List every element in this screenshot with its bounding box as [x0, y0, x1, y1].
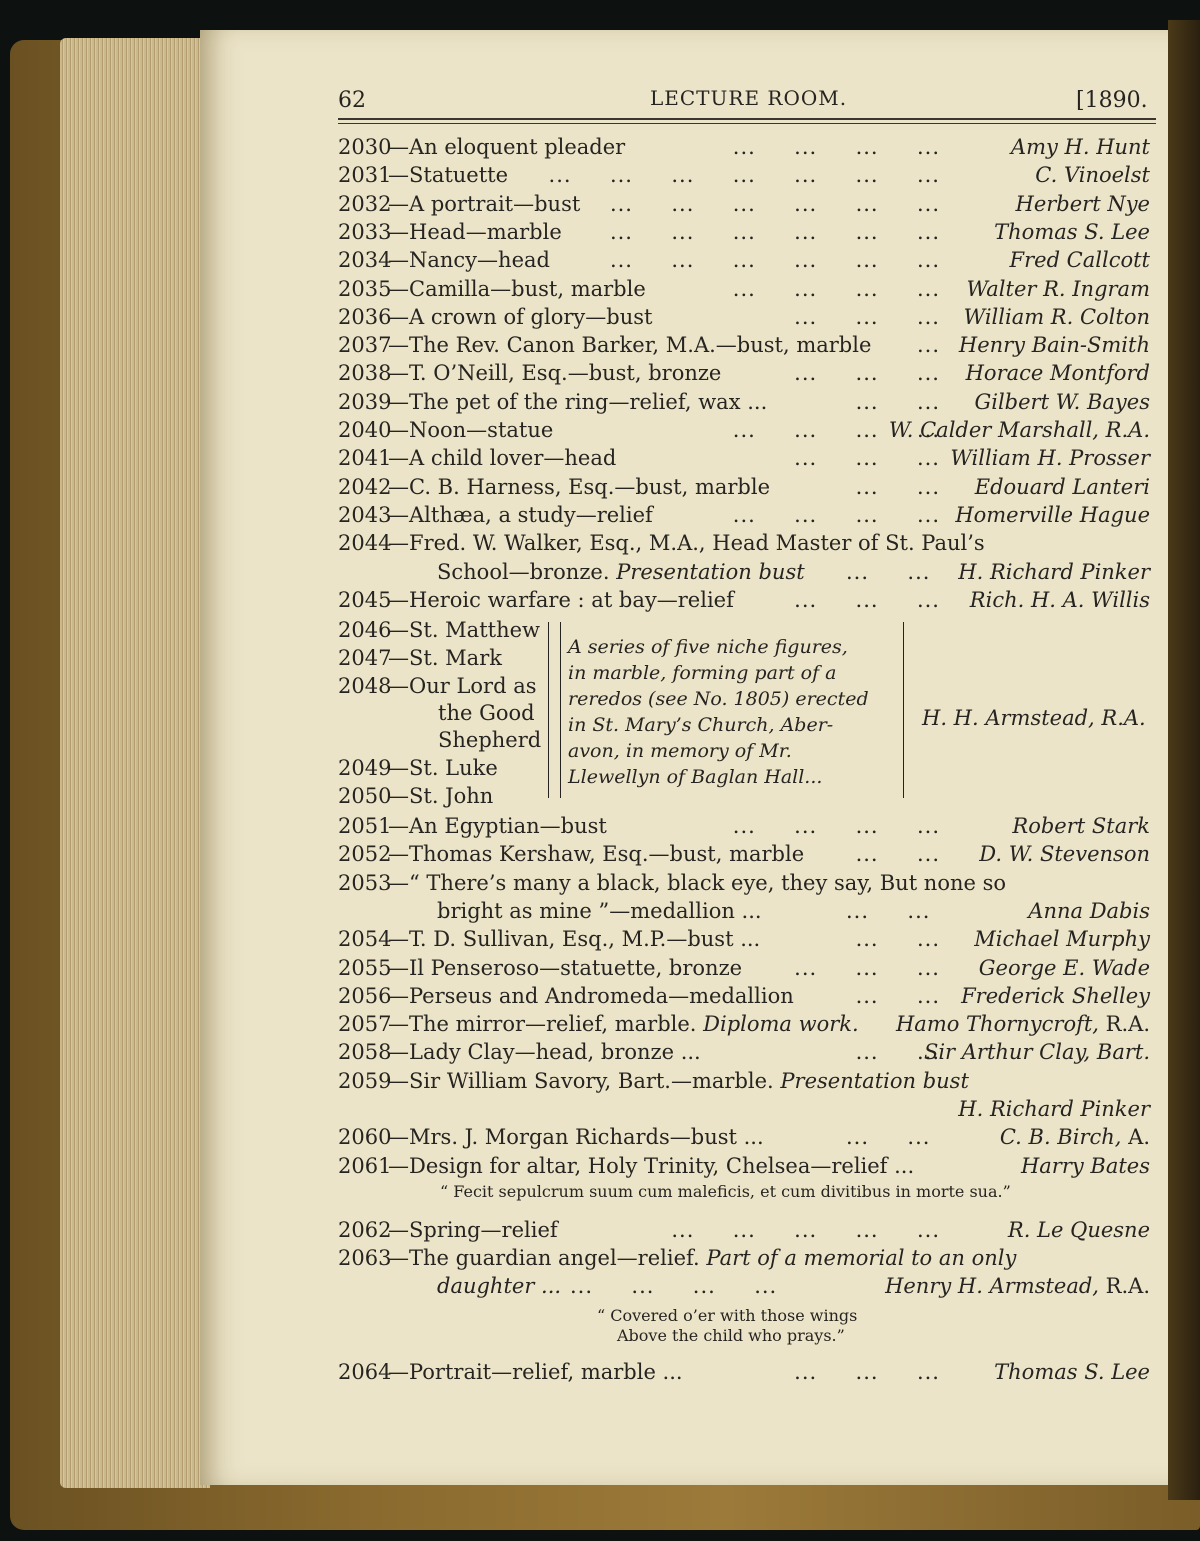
- niche-description-line: in marble, forming part of a: [568, 662, 837, 684]
- entry-title: —“ There’s many a black, black eye, they say, But none so: [388, 870, 1007, 895]
- niche-description-line: A series of five niche figures,: [568, 636, 848, 658]
- book-spine-edge: [1168, 20, 1200, 1500]
- leader-dots: ... ...: [855, 1040, 940, 1065]
- entry-number: 2038: [338, 361, 392, 386]
- entry-number: 2064: [338, 1360, 392, 1385]
- quotation-line: Above the child who prays.”: [617, 1326, 845, 1346]
- entry-number: 2036: [338, 304, 392, 329]
- entry-number: 2040: [338, 418, 392, 442]
- artist-name: Horace Montford: [965, 361, 1150, 386]
- artist-name: Herbert Nye: [1015, 191, 1150, 216]
- artist-name: C. B. Birch, A.: [999, 1125, 1150, 1150]
- artist-name: D. W. Stevenson: [979, 842, 1150, 867]
- header-rule-thin: [338, 123, 1156, 124]
- entry-title: —An eloquent pleader: [388, 135, 626, 159]
- entry-title: —Noon—statue: [388, 418, 554, 442]
- leader-dots: ... ... ... ...: [570, 1274, 778, 1299]
- niche-item-title: —St. Mark: [388, 646, 502, 670]
- page-number: 62: [338, 88, 366, 113]
- header-rule: [338, 118, 1156, 120]
- entry-title: —Lady Clay—head, bronze ...: [388, 1040, 701, 1065]
- artist-name: Thomas S. Lee: [994, 1360, 1150, 1385]
- niche-description-line: in St. Mary’s Church, Aber-: [568, 714, 834, 736]
- artist-name: William H. Prosser: [950, 446, 1150, 471]
- entry-title: —An Egyptian—bust: [388, 814, 607, 838]
- artist-name: Rich. H. A. Willis: [969, 587, 1150, 612]
- entry-title: —Mrs. J. Morgan Richards—bust ...: [388, 1125, 764, 1150]
- entry-title: —Heroic warfare : at bay—relief: [388, 587, 734, 612]
- entry-title: —Statuette: [388, 163, 509, 188]
- leader-dots: ... ... ... ... ... ...: [609, 248, 940, 273]
- entry-title: —The pet of the ring—relief, wax ...: [388, 389, 768, 414]
- entry-title: —Il Penseroso—statuette, bronze: [388, 955, 743, 980]
- entry-number: 2047: [338, 646, 392, 670]
- entry-number: 2054: [338, 927, 392, 952]
- entry-title: —Portrait—relief, marble ...: [388, 1360, 683, 1385]
- entry-number: 2058: [338, 1040, 392, 1065]
- artist-name: Homerville Hague: [955, 502, 1150, 527]
- artist-name: Henry Bain-Smith: [958, 333, 1150, 358]
- leader-dots: ... ...: [855, 927, 940, 952]
- entry-title: —Spring—relief: [388, 1217, 558, 1242]
- page-title: LECTURE ROOM.: [650, 86, 848, 110]
- entry-title: —Nancy—head: [388, 248, 550, 273]
- leader-dots: ... ... ...: [794, 1360, 940, 1385]
- niche-item-title: Shepherd: [438, 728, 542, 752]
- artist-name: H. Richard Pinker: [958, 1097, 1150, 1121]
- artist-name: Fred Callcott: [1009, 248, 1150, 273]
- entry-number: 2051: [338, 814, 392, 838]
- artist-name: C. Vinoelst: [1035, 163, 1150, 188]
- niche-description-line: reredos (see No. 1805) erected: [568, 688, 869, 710]
- artist-name: Amy H. Hunt: [1010, 135, 1150, 159]
- entry-number: 2042: [338, 474, 392, 499]
- entry-number: 2037: [338, 333, 392, 358]
- leader-dots: ...: [916, 333, 940, 358]
- entry-number: 2053: [338, 870, 392, 895]
- entry-continuation: bright as mine ”—medallion ...: [437, 898, 762, 923]
- entry-number: 2062: [338, 1217, 392, 1242]
- leader-dots: ... ... ...: [794, 587, 940, 612]
- leader-dots: ... ...: [846, 898, 931, 923]
- leader-dots: ... ...: [846, 559, 931, 584]
- entry-title: —The guardian angel—relief. Part of a memorial to an only: [388, 1245, 1017, 1270]
- quotation-line: “ Covered o’er with those wings: [597, 1306, 858, 1326]
- leader-dots: ... ... ... ... ...: [671, 1217, 940, 1242]
- leader-dots: ... ... ... ...: [732, 418, 940, 442]
- artist-name: Henry H. Armstead, R.A.: [885, 1274, 1150, 1299]
- entry-title: —Fred. W. Walker, Esq., M.A., Head Master of St. Paul’s: [388, 531, 985, 556]
- artist-name: Anna Dabis: [1028, 898, 1150, 923]
- leader-dots: ... ...: [846, 1125, 931, 1150]
- artist-name: R. Le Quesne: [1007, 1217, 1150, 1242]
- leader-dots: ... ...: [855, 474, 940, 499]
- niche-item-title: —St. John: [388, 784, 494, 808]
- memorial-note: Part of a memorial to an only: [706, 1245, 1017, 1270]
- entry-title: —T. D. Sullivan, Esq., M.P.—bust ...: [388, 927, 761, 952]
- artist-name: Edouard Lanteri: [974, 474, 1150, 499]
- leader-dots: ... ...: [855, 842, 940, 867]
- leader-dots: ... ... ... ... ... ...: [609, 191, 940, 216]
- entry-title: —T. O’Neill, Esq.—bust, bronze: [388, 361, 722, 386]
- entry-title: —Design for altar, Holy Trinity, Chelsea—relief ...: [388, 1153, 915, 1178]
- artist-name: W. Calder Marshall, R.A.: [888, 418, 1150, 442]
- entry-number: 2046: [338, 618, 392, 642]
- entry-number: 2033: [338, 219, 392, 244]
- artist-name: Gilbert W. Bayes: [974, 389, 1150, 414]
- leader-dots: ... ... ... ...: [732, 135, 940, 159]
- entry-number: 2030: [338, 135, 392, 159]
- entry-continuation: School—bronze. Presentation bust: [437, 559, 805, 584]
- artist-name: Harry Bates: [1020, 1153, 1150, 1178]
- niche-item-title: the Good: [438, 701, 535, 725]
- artist-name: Robert Stark: [1012, 814, 1150, 838]
- artist-name: Sir Arthur Clay, Bart.: [923, 1040, 1150, 1065]
- niche-description-line: Llewellyn of Baglan Hall...: [568, 766, 823, 788]
- right-brace: [903, 622, 904, 798]
- leader-dots: ... ... ...: [794, 446, 940, 471]
- niche-item-title: —St. Matthew: [388, 618, 541, 642]
- artist-name: Thomas S. Lee: [994, 219, 1150, 244]
- entry-title: —A child lover—head: [388, 446, 617, 471]
- leader-dots: ... ... ... ...: [732, 276, 940, 301]
- entry-number: 2055: [338, 955, 392, 980]
- entry-number: 2045: [338, 587, 392, 612]
- entry-number: 2031: [338, 163, 392, 188]
- entry-number: 2052: [338, 842, 392, 867]
- entry-title: —Althæa, a study—relief: [388, 502, 653, 527]
- artist-name: Michael Murphy: [974, 927, 1150, 952]
- entry-number: 2043: [338, 502, 392, 527]
- entry-number: 2059: [338, 1068, 392, 1093]
- entry-title: —Thomas Kershaw, Esq.—bust, marble: [388, 842, 805, 867]
- niche-description-line: avon, in memory of Mr.: [568, 740, 792, 762]
- leader-dots: ... ... ... ... ... ... ...: [548, 163, 940, 188]
- leader-dots: ... ... ...: [794, 955, 940, 980]
- niche-item-title: —Our Lord as: [388, 674, 537, 698]
- entry-number: 2063: [338, 1245, 392, 1270]
- entry-title: —The Rev. Canon Barker, M.A.—bust, marble: [388, 333, 872, 358]
- leader-dots: ... ...: [855, 389, 940, 414]
- entry-title: —A crown of glory—bust: [388, 304, 653, 329]
- artist-name: Frederick Shelley: [961, 983, 1150, 1008]
- entry-number: 2061: [338, 1153, 392, 1178]
- entry-continuation: daughter ...: [437, 1274, 562, 1299]
- artist-name: Hamo Thornycroft, R.A.: [895, 1012, 1150, 1037]
- leader-dots: ... ... ... ...: [732, 814, 940, 838]
- entry-title: —Camilla—bust, marble: [388, 276, 646, 301]
- leader-dots: ... ...: [855, 983, 940, 1008]
- niche-item-title: —St. Luke: [388, 756, 498, 780]
- left-brace: [548, 622, 549, 798]
- entry-number: 2044: [338, 531, 392, 556]
- entry-number: 2032: [338, 191, 392, 216]
- entry-title: —Perseus and Andromeda—medallion: [388, 983, 794, 1008]
- entry-number: 2060: [338, 1125, 392, 1150]
- entry-number: 2048: [338, 674, 392, 698]
- entry-title: —The mirror—relief, marble. Diploma work.: [388, 1012, 859, 1037]
- presentation-note: Presentation bust: [780, 1068, 969, 1093]
- artist-name: H. Richard Pinker: [958, 559, 1150, 584]
- presentation-note: Presentation bust: [616, 559, 805, 584]
- leader-dots: ... ... ... ... ... ...: [609, 219, 940, 244]
- page-edges: [60, 38, 210, 1488]
- left-brace-inner: [560, 622, 561, 798]
- entry-number: 2041: [338, 446, 392, 471]
- entry-number: 2049: [338, 756, 392, 780]
- leader-dots: ... ... ... ...: [732, 502, 940, 527]
- entry-title: —A portrait—bust: [388, 191, 581, 216]
- entry-number: 2034: [338, 248, 392, 273]
- diploma-note: Diploma work.: [703, 1012, 859, 1037]
- entry-number: 2057: [338, 1012, 392, 1037]
- leader-dots: ... ... ...: [794, 304, 940, 329]
- artist-name: William R. Colton: [963, 304, 1150, 329]
- niche-artist: H. H. Armstead, R.A.: [922, 706, 1146, 730]
- leader-dots: ... ... ...: [794, 361, 940, 386]
- artist-name: Walter R. Ingram: [966, 276, 1150, 301]
- running-head: [0, 0, 1200, 130]
- entry-title: —Sir William Savory, Bart.—marble. Presentation bust: [388, 1068, 969, 1093]
- artist-name: George E. Wade: [978, 955, 1150, 980]
- entry-number: 2039: [338, 389, 392, 414]
- entry-title: —Head—marble: [388, 219, 562, 244]
- entry-title: —C. B. Harness, Esq.—bust, marble: [388, 474, 770, 499]
- entry-number: 2056: [338, 983, 392, 1008]
- entry-number: 2050: [338, 784, 392, 808]
- year: [1890.: [1076, 88, 1148, 113]
- entry-number: 2035: [338, 276, 392, 301]
- quotation: “ Fecit sepulcrum suum cum maleficis, et cum divitibus in morte sua.”: [440, 1181, 1011, 1201]
